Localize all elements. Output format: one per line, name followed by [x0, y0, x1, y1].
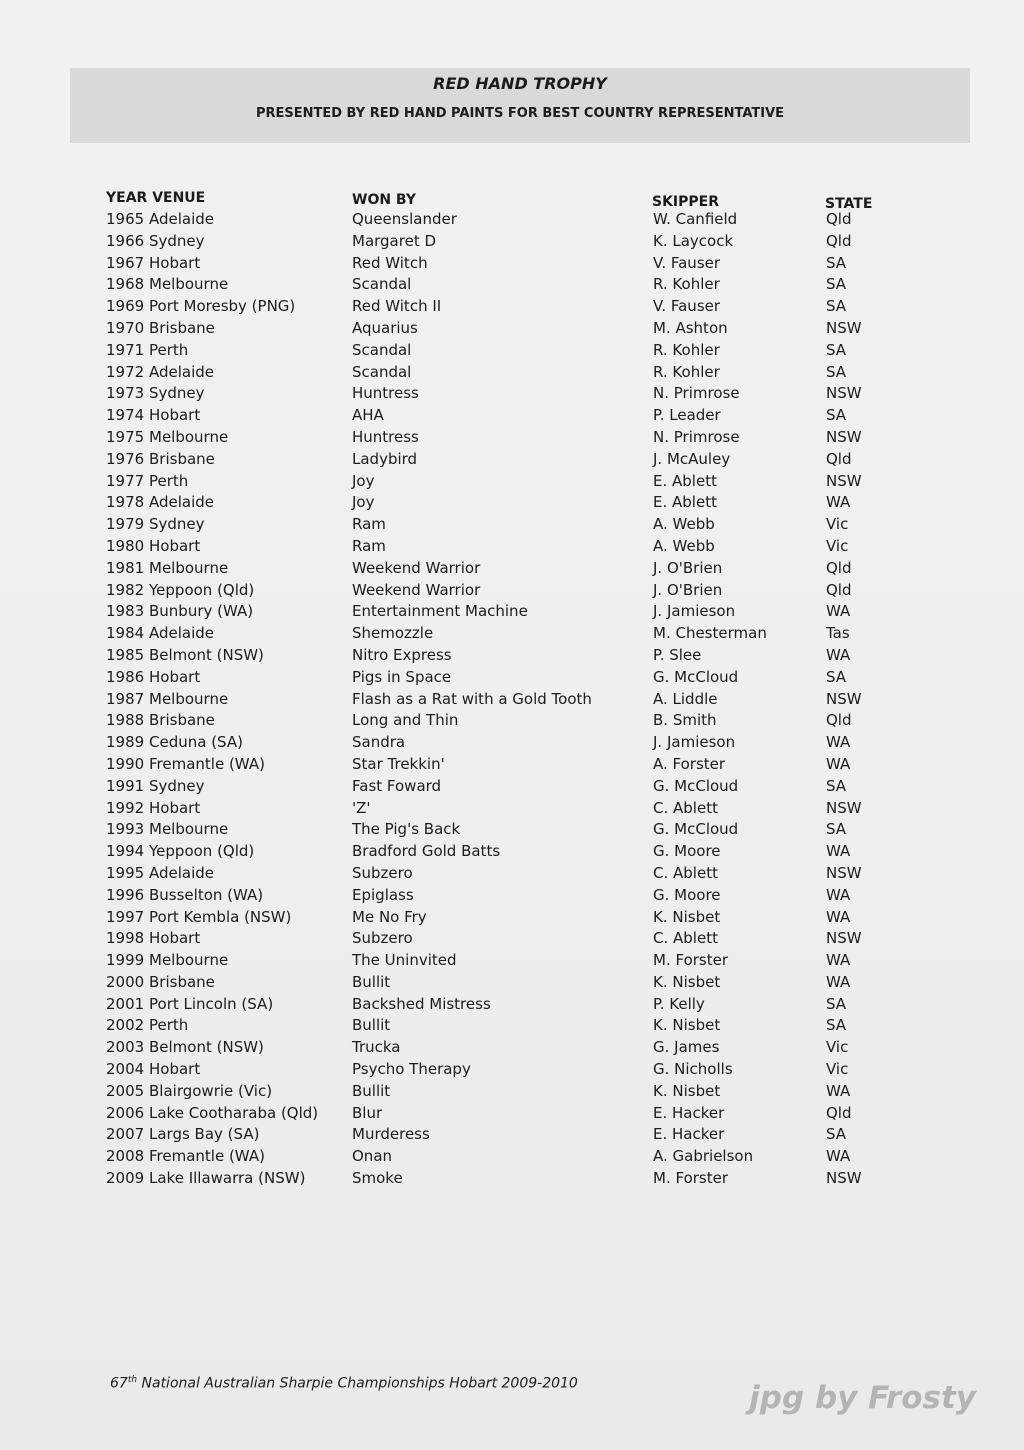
row-won-by: Ram [352, 515, 386, 534]
table-row [106, 559, 906, 581]
row-venue: Brisbane [149, 449, 215, 468]
row-skipper: J. O'Brien [653, 558, 723, 577]
row-year: 1966 [106, 231, 145, 250]
table-row [106, 733, 906, 755]
row-year: 2003 [106, 1038, 145, 1057]
row-won-by: Pigs in Space [352, 667, 452, 686]
row-venue: Melbourne [149, 275, 229, 294]
row-skipper: J. McAuley [653, 449, 731, 468]
row-venue: Hobart [149, 667, 201, 686]
table-row [106, 646, 906, 668]
row-won-by: Queenslander [352, 210, 457, 228]
row-year: 1998 [106, 929, 145, 948]
title-banner [70, 68, 970, 143]
row-year: 1994 [106, 842, 145, 861]
row-state: SA [826, 1016, 847, 1035]
row-venue: Adelaide [149, 210, 215, 228]
footer-text: National Australian Sharpie Championships Hobart 2009-2010 [137, 1375, 578, 1392]
row-skipper: C. Ablett [653, 929, 718, 948]
row-skipper: R. Kohler [653, 340, 720, 359]
row-skipper: V. Fauser [653, 297, 721, 316]
row-skipper: E. Ablett [653, 471, 717, 490]
row-venue: Hobart [149, 1060, 201, 1079]
row-year: 1990 [106, 754, 145, 773]
row-year: 1973 [106, 384, 145, 403]
table-row [106, 886, 906, 908]
table-row [106, 297, 906, 319]
row-won-by: Scandal [352, 362, 412, 381]
row-venue: Yeppoon (Qld) [149, 580, 255, 599]
table-row [106, 908, 906, 930]
row-venue: Yeppoon (Qld) [149, 842, 255, 861]
row-state: SA [826, 994, 847, 1013]
table-row [106, 624, 906, 646]
row-year: 2002 [106, 1016, 145, 1035]
row-venue: Lake Illawarra (NSW) [149, 1169, 306, 1188]
row-year: 1984 [106, 624, 145, 643]
row-venue: Belmont (NSW) [149, 1038, 264, 1057]
table-row [106, 1147, 906, 1169]
row-venue: Hobart [149, 406, 201, 425]
row-skipper: K. Nisbet [653, 1016, 721, 1035]
row-state: WA [826, 493, 851, 512]
row-venue: Port Moresby (PNG) [149, 297, 296, 316]
row-year: 1971 [106, 340, 145, 359]
table-row [106, 275, 906, 297]
row-state: NSW [826, 1169, 862, 1188]
row-skipper: J. Jamieson [653, 602, 736, 621]
row-year: 1989 [106, 733, 145, 752]
table-row [106, 1104, 906, 1126]
row-won-by: Bradford Gold Batts [352, 842, 501, 861]
row-won-by: The Pig's Back [352, 820, 461, 839]
row-won-by: Ram [352, 536, 386, 555]
row-venue: Sydney [149, 515, 205, 534]
footer-ordinal-suffix: th [127, 1375, 138, 1385]
row-skipper: A. Liddle [653, 689, 718, 708]
row-year: 1999 [106, 951, 145, 970]
row-state: NSW [826, 384, 862, 403]
row-skipper: P. Slee [653, 645, 702, 664]
row-state: NSW [826, 929, 862, 948]
row-year: 1969 [106, 297, 145, 316]
row-skipper: G. James [653, 1038, 720, 1057]
row-won-by: Nitro Express [352, 645, 452, 664]
row-venue: Adelaide [149, 362, 215, 381]
row-venue: Hobart [149, 929, 201, 948]
row-skipper: J. Jamieson [653, 733, 736, 752]
table-row [106, 406, 906, 428]
row-venue: Melbourne [149, 820, 229, 839]
row-won-by: 'Z' [352, 798, 371, 817]
row-skipper: M. Forster [653, 951, 729, 970]
table-row [106, 363, 906, 385]
row-skipper: G. Moore [653, 842, 721, 861]
column-header-year-venue: YEAR VENUE [106, 190, 206, 206]
row-venue: Hobart [149, 253, 201, 272]
row-year: 1995 [106, 863, 145, 882]
row-year: 2004 [106, 1060, 145, 1079]
table-row [106, 1016, 906, 1038]
table-row [106, 929, 906, 951]
table-row [106, 515, 906, 537]
row-skipper: E. Ablett [653, 493, 717, 512]
row-skipper: K. Nisbet [653, 972, 721, 991]
row-venue: Blairgowrie (Vic) [149, 1081, 273, 1100]
row-venue: Melbourne [149, 427, 229, 446]
table-row [106, 1082, 906, 1104]
table-row [106, 493, 906, 515]
table-row [106, 450, 906, 472]
row-state: WA [826, 1081, 851, 1100]
row-state: SA [826, 362, 847, 381]
row-state: WA [826, 907, 851, 926]
row-won-by: Scandal [352, 275, 412, 294]
row-venue: Adelaide [149, 493, 215, 512]
row-year: 1985 [106, 645, 145, 664]
row-won-by: Backshed Mistress [352, 994, 491, 1013]
row-state: Vic [826, 1060, 849, 1079]
table-row [106, 428, 906, 450]
row-year: 1996 [106, 885, 145, 904]
row-state: WA [826, 602, 851, 621]
row-skipper: P. Kelly [653, 994, 705, 1013]
row-won-by: Murderess [352, 1125, 430, 1144]
page-title: RED HAND TROPHY [433, 74, 607, 93]
row-state: NSW [826, 798, 862, 817]
row-venue: Bunbury (WA) [149, 602, 254, 621]
row-year: 1988 [106, 711, 145, 730]
row-state: SA [826, 1125, 847, 1144]
row-venue: Ceduna (SA) [149, 733, 243, 752]
row-venue: Sydney [149, 231, 205, 250]
row-state: Qld [826, 580, 852, 599]
row-won-by: Long and Thin [352, 711, 459, 730]
row-year: 1970 [106, 318, 145, 337]
row-skipper: M. Ashton [653, 318, 728, 337]
row-year: 1977 [106, 471, 145, 490]
row-year: 1982 [106, 580, 145, 599]
row-year: 2008 [106, 1147, 145, 1166]
row-won-by: AHA [352, 406, 384, 425]
row-skipper: A. Webb [653, 536, 715, 555]
row-state: Vic [826, 515, 849, 534]
row-state: WA [826, 951, 851, 970]
row-year: 1986 [106, 667, 145, 686]
row-won-by: Sandra [352, 733, 406, 752]
row-state: Qld [826, 1103, 852, 1122]
row-state: WA [826, 733, 851, 752]
row-won-by: Trucka [352, 1038, 401, 1057]
row-skipper: C. Ablett [653, 863, 718, 882]
row-year: 1972 [106, 362, 145, 381]
row-skipper: A. Webb [653, 515, 715, 534]
row-skipper: B. Smith [653, 711, 717, 730]
row-venue: Fremantle (WA) [149, 1147, 265, 1166]
table-row [106, 668, 906, 690]
row-state: WA [826, 972, 851, 991]
row-year: 1978 [106, 493, 145, 512]
table-row [106, 777, 906, 799]
footer-ordinal: 67 [110, 1375, 128, 1392]
row-year: 2009 [106, 1169, 145, 1188]
row-state: SA [826, 820, 847, 839]
row-won-by: Red Witch [352, 253, 428, 272]
row-skipper: K. Laycock [653, 231, 734, 250]
row-won-by: Joy [352, 471, 375, 490]
row-won-by: Joy [352, 493, 375, 512]
row-venue: Melbourne [149, 558, 229, 577]
row-year: 1992 [106, 798, 145, 817]
row-state: SA [826, 253, 847, 272]
table-row [106, 690, 906, 712]
row-venue: Belmont (NSW) [149, 645, 264, 664]
table-row [106, 384, 906, 406]
table-row [106, 995, 906, 1017]
row-year: 2005 [106, 1081, 145, 1100]
row-venue: Hobart [149, 536, 201, 555]
row-state: Qld [826, 210, 852, 228]
row-venue: Brisbane [149, 318, 215, 337]
row-state: SA [826, 406, 847, 425]
row-won-by: Shemozzle [352, 624, 434, 643]
table-row [106, 1125, 906, 1147]
table-row [106, 820, 906, 842]
table-row [106, 799, 906, 821]
row-won-by: Onan [352, 1147, 393, 1166]
row-state: SA [826, 667, 847, 686]
row-state: Vic [826, 1038, 849, 1057]
row-state: Qld [826, 558, 852, 577]
row-year: 1981 [106, 558, 145, 577]
row-state: Tas [826, 624, 850, 643]
row-venue: Adelaide [149, 863, 215, 882]
row-venue: Melbourne [149, 689, 229, 708]
row-venue: Adelaide [149, 624, 215, 643]
row-state: SA [826, 297, 847, 316]
row-venue: Perth [149, 471, 189, 490]
row-skipper: A. Forster [653, 754, 726, 773]
row-won-by: Epiglass [352, 885, 414, 904]
row-year: 2007 [106, 1125, 145, 1144]
row-skipper: M. Forster [653, 1169, 729, 1188]
row-state: WA [826, 1147, 851, 1166]
row-skipper: N. Primrose [653, 427, 740, 446]
row-year: 1976 [106, 449, 145, 468]
table-row [106, 1169, 906, 1191]
table-row [106, 755, 906, 777]
row-won-by: Ladybird [352, 449, 418, 468]
row-won-by: Weekend Warrior [352, 580, 481, 599]
row-skipper: C. Ablett [653, 798, 718, 817]
row-venue: Lake Cootharaba (Qld) [149, 1103, 319, 1122]
row-state: WA [826, 754, 851, 773]
row-won-by: Aquarius [352, 318, 418, 337]
row-venue: Perth [149, 1016, 189, 1035]
row-skipper: M. Chesterman [653, 624, 767, 643]
table-row [106, 232, 906, 254]
footer-caption [110, 1375, 578, 1392]
row-won-by: Margaret D [352, 231, 437, 250]
row-state: WA [826, 842, 851, 861]
row-skipper: K. Nisbet [653, 907, 721, 926]
row-year: 1968 [106, 275, 145, 294]
row-venue: Sydney [149, 776, 205, 795]
row-year: 2000 [106, 972, 145, 991]
row-skipper: E. Hacker [653, 1103, 725, 1122]
row-won-by: Star Trekkin' [352, 754, 445, 773]
row-skipper: G. Moore [653, 885, 721, 904]
row-year: 1979 [106, 515, 145, 534]
row-won-by: Bullit [352, 972, 391, 991]
row-year: 1975 [106, 427, 145, 446]
row-state: SA [826, 340, 847, 359]
row-state: Qld [826, 711, 852, 730]
results-table [106, 210, 906, 1191]
row-year: 1980 [106, 536, 145, 555]
row-skipper: E. Hacker [653, 1125, 725, 1144]
row-skipper: G. Nicholls [653, 1060, 733, 1079]
row-won-by: Red Witch II [352, 297, 442, 316]
row-skipper: G. McCloud [653, 776, 739, 795]
row-year: 1987 [106, 689, 145, 708]
row-venue: Brisbane [149, 972, 215, 991]
row-won-by: Scandal [352, 340, 412, 359]
table-row [106, 864, 906, 886]
row-year: 1983 [106, 602, 145, 621]
row-state: WA [826, 645, 851, 664]
row-won-by: Huntress [352, 427, 419, 446]
row-venue: Sydney [149, 384, 205, 403]
row-state: Qld [826, 449, 852, 468]
table-row [106, 1038, 906, 1060]
row-state: Vic [826, 536, 849, 555]
row-won-by: Bullit [352, 1016, 391, 1035]
table-row [106, 537, 906, 559]
column-header-state: STATE [825, 196, 873, 212]
row-won-by: Blur [352, 1103, 383, 1122]
row-skipper: J. O'Brien [653, 580, 723, 599]
row-won-by: Fast Foward [352, 776, 442, 795]
row-venue: Perth [149, 340, 189, 359]
row-won-by: Flash as a Rat with a Gold Tooth [352, 689, 592, 708]
row-skipper: G. McCloud [653, 667, 739, 686]
row-skipper: G. McCloud [653, 820, 739, 839]
table-row [106, 1060, 906, 1082]
table-row [106, 472, 906, 494]
row-won-by: Subzero [352, 929, 413, 948]
row-venue: Busselton (WA) [149, 885, 264, 904]
row-skipper: A. Gabrielson [653, 1147, 754, 1166]
row-won-by: Huntress [352, 384, 419, 403]
row-venue: Fremantle (WA) [149, 754, 265, 773]
row-venue: Brisbane [149, 711, 215, 730]
row-year: 1993 [106, 820, 145, 839]
row-won-by: Bullit [352, 1081, 391, 1100]
page-subtitle: PRESENTED BY RED HAND PAINTS FOR BEST COUNTRY REPRESENTATIVE [255, 106, 785, 121]
row-venue: Melbourne [149, 951, 229, 970]
row-venue: Largs Bay (SA) [149, 1125, 260, 1144]
row-state: NSW [826, 863, 862, 882]
row-skipper: K. Nisbet [653, 1081, 721, 1100]
row-state: SA [826, 776, 847, 795]
table-row [106, 951, 906, 973]
watermark: jpg by Frosty [749, 1380, 976, 1416]
row-state: NSW [826, 318, 862, 337]
column-header-won-by: WON BY [352, 192, 416, 208]
row-state: NSW [826, 471, 862, 490]
row-won-by: Psycho Therapy [352, 1060, 471, 1079]
row-won-by: Subzero [352, 863, 413, 882]
row-year: 1997 [106, 907, 145, 926]
table-row [106, 210, 906, 232]
row-won-by: Entertainment Machine [352, 602, 528, 621]
table-row [106, 254, 906, 276]
row-won-by: Smoke [352, 1169, 403, 1188]
row-state: WA [826, 885, 851, 904]
row-year: 1991 [106, 776, 145, 795]
table-row [106, 973, 906, 995]
table-row [106, 341, 906, 363]
row-year: 1974 [106, 406, 145, 425]
row-state: Qld [826, 231, 852, 250]
row-state: NSW [826, 689, 862, 708]
row-state: SA [826, 275, 847, 294]
row-venue: Port Kembla (NSW) [149, 907, 292, 926]
row-skipper: P. Leader [653, 406, 721, 425]
table-row [106, 842, 906, 864]
table-row [106, 581, 906, 603]
table-row [106, 602, 906, 624]
row-year: 1967 [106, 253, 145, 272]
row-won-by: The Uninvited [352, 951, 457, 970]
row-year: 2001 [106, 994, 145, 1013]
row-year: 2006 [106, 1103, 145, 1122]
row-skipper: R. Kohler [653, 362, 720, 381]
row-skipper: W. Canfield [653, 210, 738, 228]
row-skipper: N. Primrose [653, 384, 740, 403]
column-header-skipper: SKIPPER [652, 194, 720, 210]
table-row [106, 319, 906, 341]
row-skipper: V. Fauser [653, 253, 721, 272]
row-year: 1965 [106, 210, 145, 228]
row-won-by: Me No Fry [352, 907, 427, 926]
row-won-by: Weekend Warrior [352, 558, 481, 577]
row-state: NSW [826, 427, 862, 446]
row-venue: Hobart [149, 798, 201, 817]
table-row [106, 711, 906, 733]
row-venue: Port Lincoln (SA) [149, 994, 274, 1013]
row-skipper: R. Kohler [653, 275, 720, 294]
